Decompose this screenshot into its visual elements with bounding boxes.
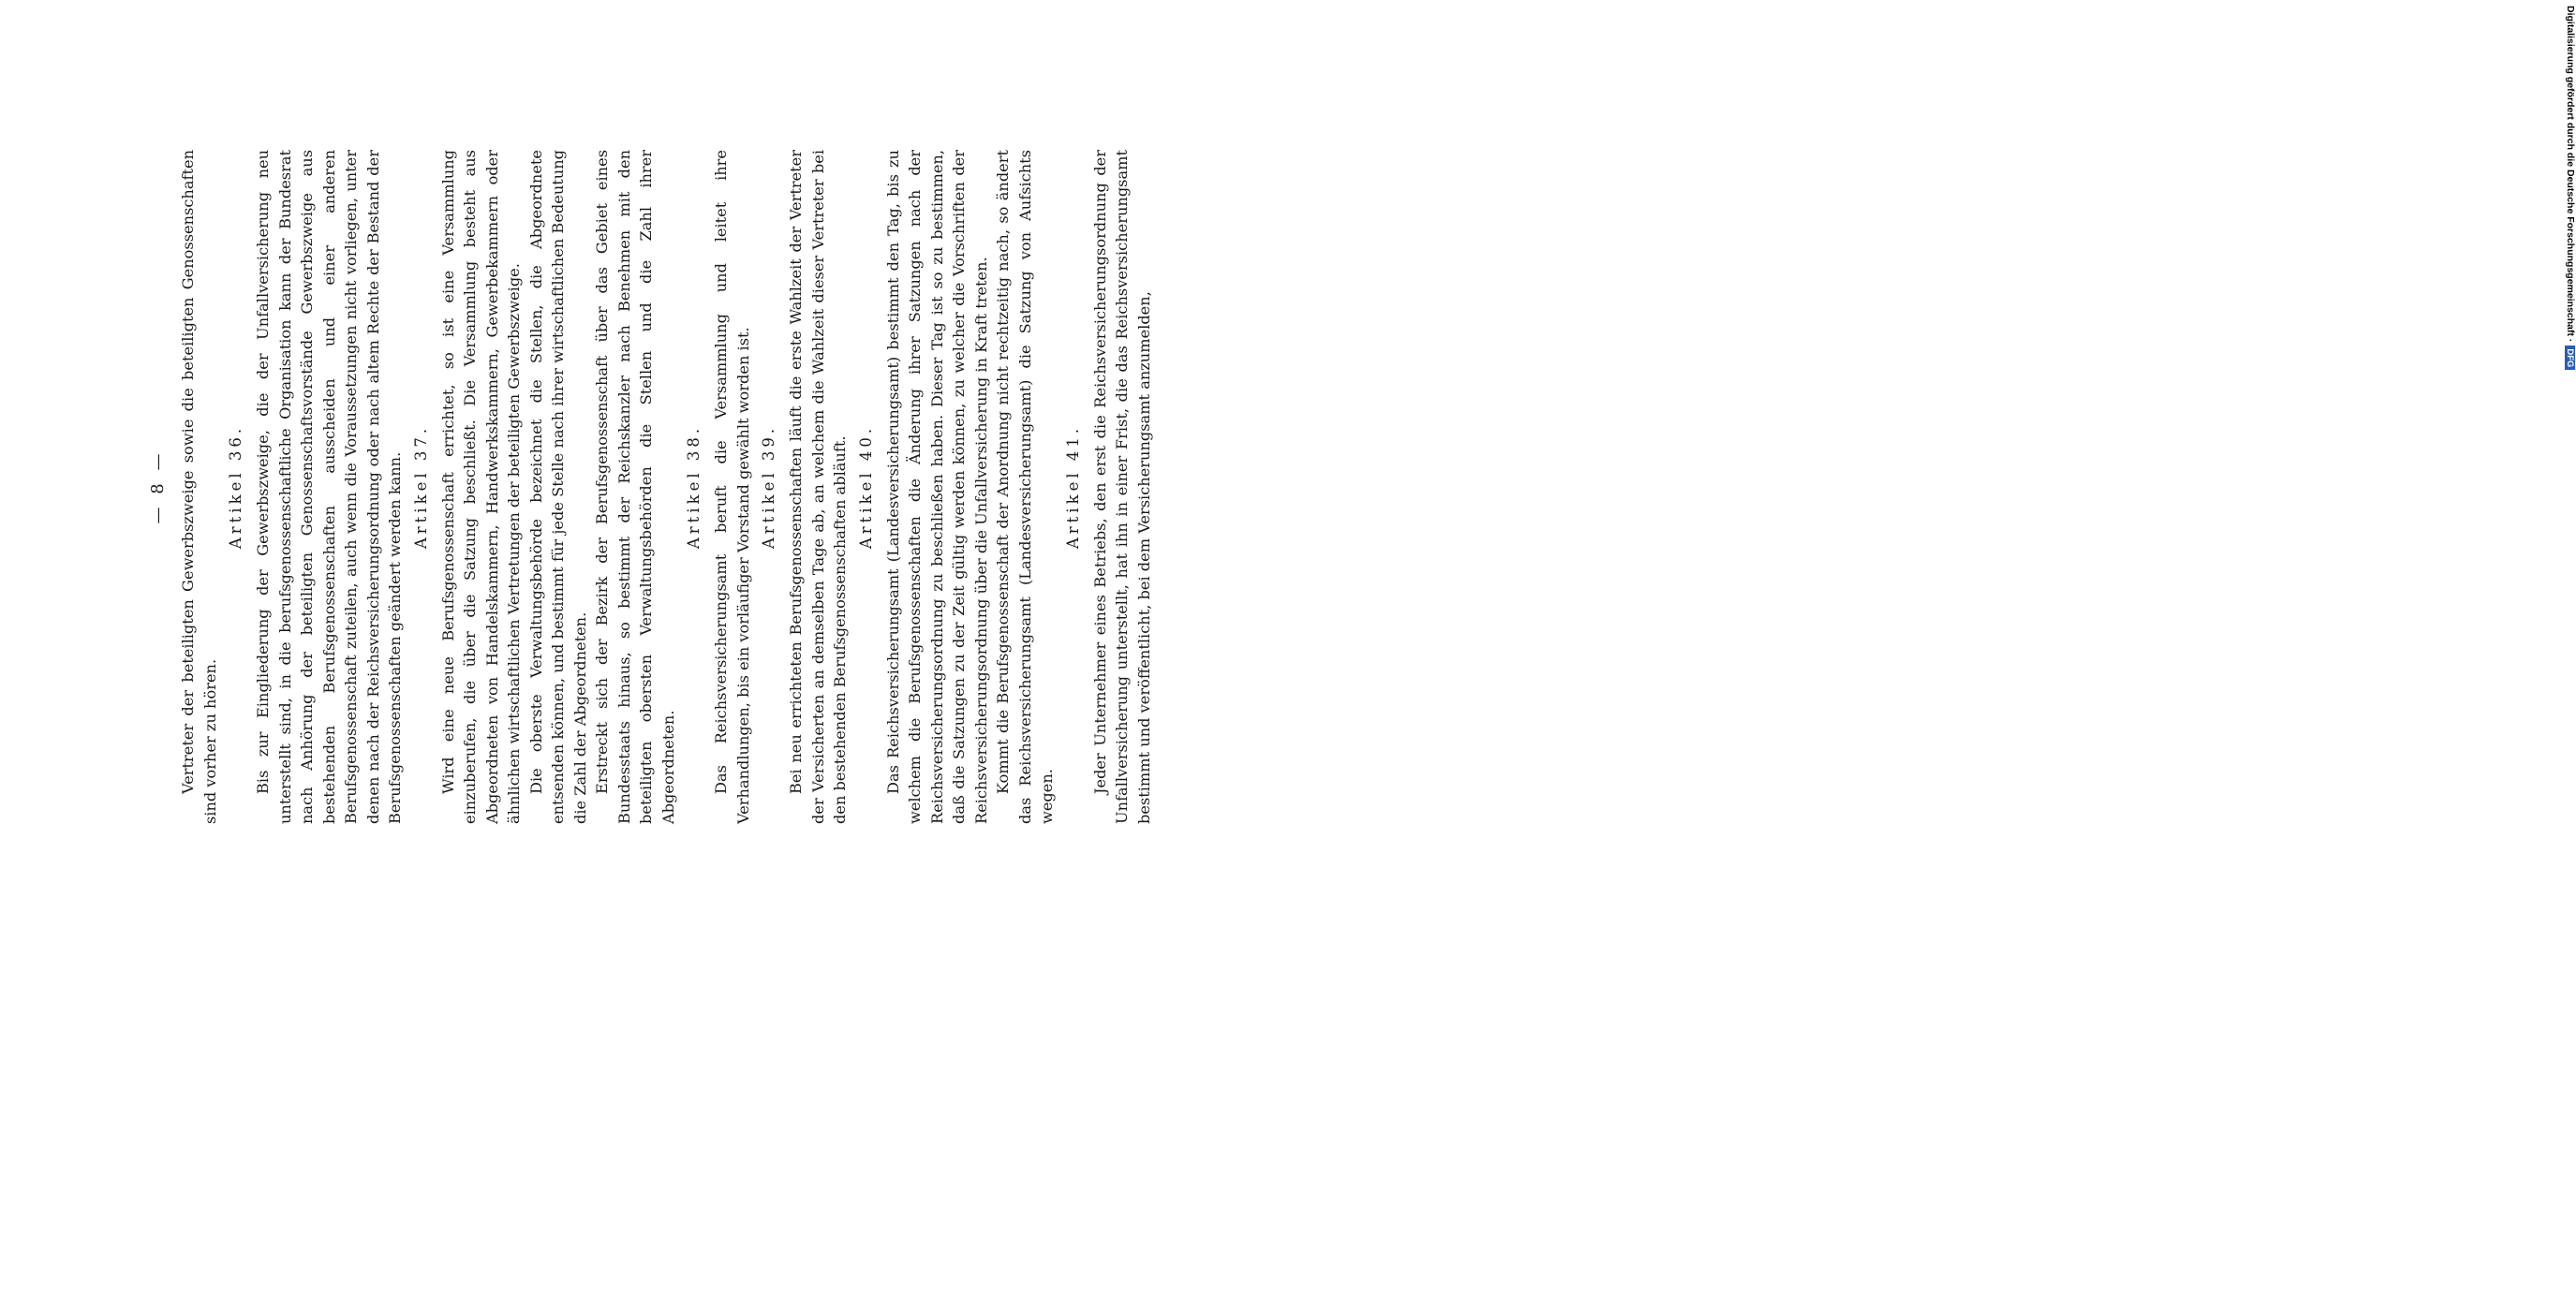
dfg-logo: DFG bbox=[2565, 346, 2575, 370]
article-heading: Artikel 36. bbox=[227, 424, 244, 550]
watermark-text: Digitalisierung gefördert durch die Deutsche Forschungsgemeinschaft · bbox=[2565, 6, 2576, 343]
paragraph: Das Reichsversicherungsamt (Landesversicherungsamt) bestimmt den Tag, bis zu welchem die Berufsgenossenschaften die Änderung ihrer Satzungen nach der Reichsversicherungsordnung zu beschließen haben. Dieser Tag ist so zu bestimmen, daß die Satzungen zu der Zeit gültig werden können, zu welcher die Vorschriften der Reichsversicherungsordnung über die Unfallversicherung in Kraft treten. bbox=[883, 150, 990, 824]
article-heading: Artikel 38. bbox=[685, 424, 703, 550]
article-heading: Artikel 40. bbox=[856, 424, 875, 550]
paragraph: Erstreckt sich der Bezirk der Berufsgenossenschaft über das Gebiet eines Bundesstaats hinaus, so bestimmt der Reichskanzler nach Benehmen mit den beteiligten obersten Verwaltungsbehörden die Stellen und die Zahl ihrer Abgeordneten. bbox=[593, 150, 677, 824]
article-heading: Artikel 41. bbox=[1063, 424, 1082, 550]
paragraph: Die oberste Verwaltungsbehörde bezeichnet die Stellen, die Abgeordnete entsenden können, und bestimmt für jede Stelle nach ihrer wirtschaftlichen Bedeutung die Zahl der Abgeordneten. bbox=[526, 150, 589, 824]
rotated-page bbox=[0, 0, 1295, 936]
digitization-watermark bbox=[1281, 0, 2576, 1295]
paragraph: Wird eine neue Berufsgenossenschaft errichtet, so ist eine Versammlung einzuberufen, die über die Satzung beschließt. Die Versammlung besteht aus Abgeordneten von Handelskammern, Handwerkskammern, Gewerbekammern oder ähnlichen wirtschaftlichen Vertretungen der beteiligten Gewerbszweige. bbox=[438, 150, 523, 824]
text-column bbox=[148, 150, 1155, 824]
paragraph: Bis zur Eingliederung der Gewerbszweige, die der Unfallversicherung neu unterstellt sind, in die berufsgenossenschaftliche Organisation kann der Bundesrat nach Anhörung der beteiligten Genossenschaftsvorstände Gewerbszweige aus bestehenden Berufsgenossenschaften ausscheiden und einer anderen Berufsgenossenschaft zuteilen, auch wenn die Voraussetzungen nicht vorliegen, unter denen nach der Reichsversicherungsordnung oder nach altem Rechte der Bestand der Berufsgenossenschaften geändert werden kann. bbox=[254, 150, 404, 824]
paragraph: Bei neu errichteten Berufsgenossenschaften läuft die erste Wahlzeit der Vertreter der Versicherten an demselben Tage ab, an welchem die Wahlzeit dieser Vertreter bei den bestehenden Berufsgenossenschaften abläuft. bbox=[787, 150, 849, 824]
paragraph: Das Reichsversicherungsamt beruft die Versammlung und leitet ihre Verhandlungen, bis ein vorläufiger Vorstand gewählt worden ist. bbox=[712, 150, 752, 824]
article-heading: Artikel 37. bbox=[411, 424, 430, 550]
page-number-header: — 8 — bbox=[148, 449, 168, 524]
article-heading: Artikel 39. bbox=[760, 424, 777, 550]
paragraph: Jeder Unternehmer eines Betriebs, den erst die Reichsversicherungsordnung der Unfallversicherung unterstellt, hat ihn in einer Frist, die das Reichsversicherungsamt bestimmt und veröffentlicht, bei dem Versicherungsamt anzumelden, bbox=[1090, 150, 1153, 824]
paragraph: Kommt die Berufsgenossenschaft der Anordnung nicht rechtzeitig nach, so ändert das Reichsversicherungsamt (Landesversicherungsamt) die Satzung von Aufsichts wegen. bbox=[994, 150, 1056, 824]
paragraph: Vertreter der beteiligten Gewerbszweige sowie die beteiligten Genossenschaften sind vorher zu hören. bbox=[179, 150, 219, 824]
